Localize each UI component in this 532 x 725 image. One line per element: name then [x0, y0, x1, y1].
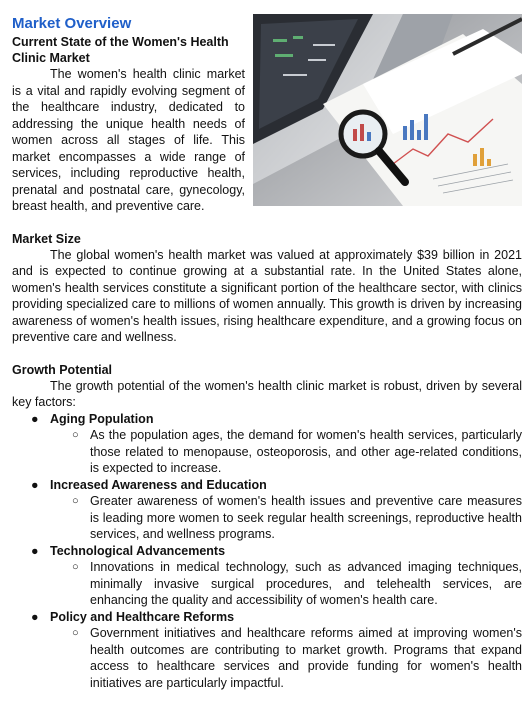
bullet-icon: ●: [31, 477, 39, 492]
list-item: [50, 559, 522, 609]
sub-bullet-icon: ○: [72, 495, 79, 507]
growth-intro: The growth potential of the women's health clinic market is robust, driven by several key factors:: [12, 378, 522, 409]
market-size-heading: Market Size: [12, 231, 81, 246]
sub-bullet-icon: ○: [72, 429, 79, 441]
bullet-icon: ●: [31, 411, 39, 426]
list-item: [12, 609, 522, 692]
document-page: [12, 14, 522, 691]
list-item: [12, 411, 522, 477]
magnifying-glass-charts-photo: [253, 14, 522, 206]
list-item: [12, 477, 522, 543]
factor-title: Increased Awareness and Education: [50, 477, 267, 492]
factor-detail: Government initiatives and healthcare reforms aimed at improving women's health outcomes are contributing to market growth. Programs that expand access to healthcare services and provide funding for women's health initiatives are particularly impactful.: [90, 626, 522, 690]
current-state-heading: Current State of the Women's Health Clinic Market: [12, 35, 229, 65]
current-state-body: The women's health clinic market is a vital and rapidly evolving segment of the healthcare industry, dedicated to addressing the unique health needs of women across all stages of life. This market encompasses a wide range of services, including reproductive health, prenatal and postnatal care, gynecology, breast health, and preventive care.: [12, 67, 245, 213]
factor-detail: As the population ages, the demand for women's health services, particularly those related to menopause, osteoporosis, and other age-related conditions, is expected to increase.: [90, 428, 522, 475]
factor-title: Aging Population: [50, 411, 154, 426]
growth-factor-list: [12, 411, 522, 692]
photo-illustration: [253, 14, 522, 206]
factor-title: Technological Advancements: [50, 543, 226, 558]
list-item: [12, 543, 522, 609]
list-item: [50, 625, 522, 691]
bullet-icon: ●: [31, 609, 39, 624]
growth-heading: Growth Potential: [12, 362, 112, 377]
list-item: [50, 493, 522, 543]
sub-bullet-icon: ○: [72, 627, 79, 639]
bullet-icon: ●: [31, 543, 39, 558]
intro-column: [12, 14, 245, 215]
factor-detail: Innovations in medical technology, such as advanced imaging techniques, minimally invasive surgical procedures, and telehealth services, are enhancing the quality and accessibility of women's health care.: [90, 560, 522, 607]
market-size-body: The global women's health market was valued at approximately $39 billion in 2021 and is expected to continue growing at a substantial rate. In the United States alone, women's health services constitute a significant portion of the healthcare sector, with clinics providing specialized care to millions of women annually. This growth is driven by increasing awareness of women's health issues, rising healthcare expenditure, and a growing focus on preventive care and wellness.: [12, 247, 522, 344]
factor-title: Policy and Healthcare Reforms: [50, 609, 235, 624]
factor-detail: Greater awareness of women's health issues and preventive care measures is leading more women to seek regular health screenings, reproductive health services, and wellness programs.: [90, 494, 522, 541]
list-item: [50, 427, 522, 477]
section-title: Market Overview: [12, 15, 132, 32]
sub-bullet-icon: ○: [72, 561, 79, 573]
